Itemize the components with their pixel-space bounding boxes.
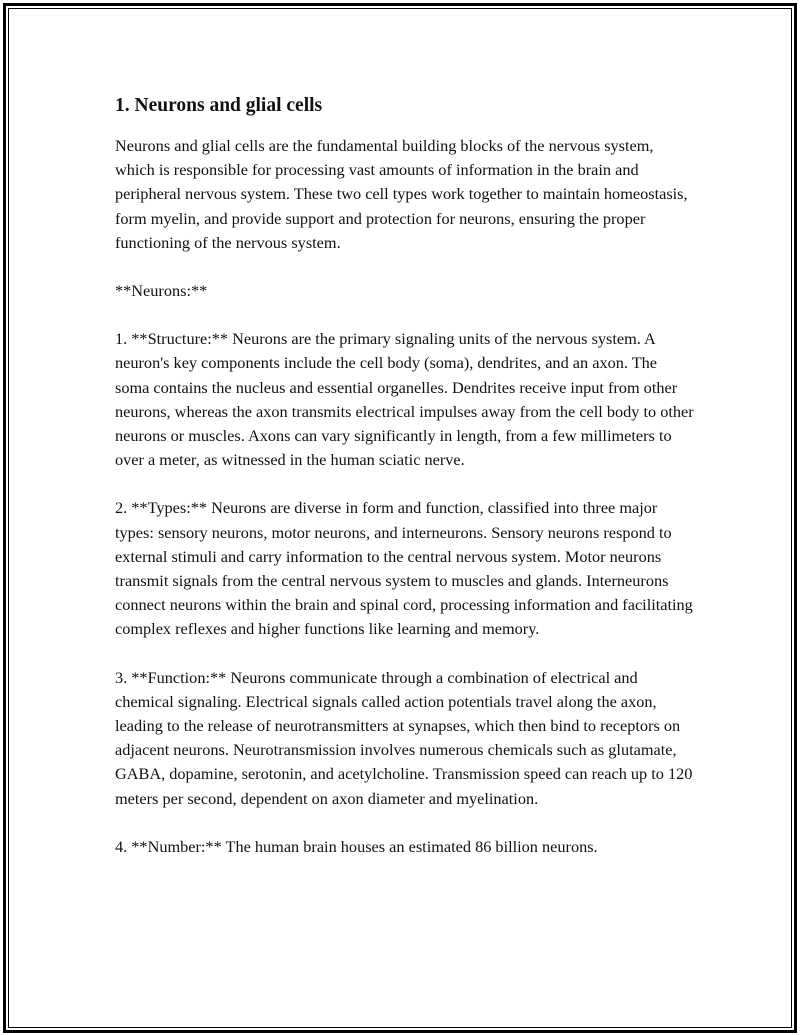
section-title: 1. Neurons and glial cells [115,95,323,116]
list-item-function: 3. **Function:** Neurons communicate through a combination of electrical and chemical signaling. Electrical signals called action potentials travel along the axon, leading to the release of neurotransmitters at synapses, which then bind to receptors on adjacent neurons. Neurotransmission involves numerous chemicals such as glutamate, GABA, dopamine, serotonin, and acetylcholine. Transmission speed can reach up to 120 meters per second, dependent on axon diameter and myelination. [115,667,693,808]
neurons-heading: **Neurons:** [115,281,208,301]
document-body [115,92,695,883]
list-item-types: 2. **Types:** Neurons are diverse in form and function, classified into three major types: sensory neurons, motor neurons, and interneurons. Sensory neurons respond to external stimuli and carry information to the central nervous system. Motor neurons transmit signals from the central nervous system to muscles and glands. Interneurons connect neurons within the brain and spinal cord, processing information and facilitating complex reflexes and higher functions like learning and memory. [115,498,693,639]
intro-paragraph: Neurons and glial cells are the fundamental building blocks of the nervous system, which is responsible for processing vast amounts of information in the brain and peripheral nervous system. These two cell types work together to maintain homeostasis, form myelin, and provide support and protection for neurons, ensuring the proper functioning of the nervous system. [115,136,688,252]
list-item-number: 4. **Number:** The human brain houses an estimated 86 billion neurons. [115,836,598,856]
list-item-structure: 1. **Structure:** Neurons are the primary signaling units of the nervous system. A neuron's key components include the cell body (soma), dendrites, and an axon. The soma contains the nucleus and essential organelles. Dendrites receive input from other neurons, whereas the axon transmits electrical impulses away from the cell body to other neurons or muscles. Axons can vary significantly in length, from a few millimeters to over a meter, as witnessed in the human sciatic nerve. [115,329,694,470]
